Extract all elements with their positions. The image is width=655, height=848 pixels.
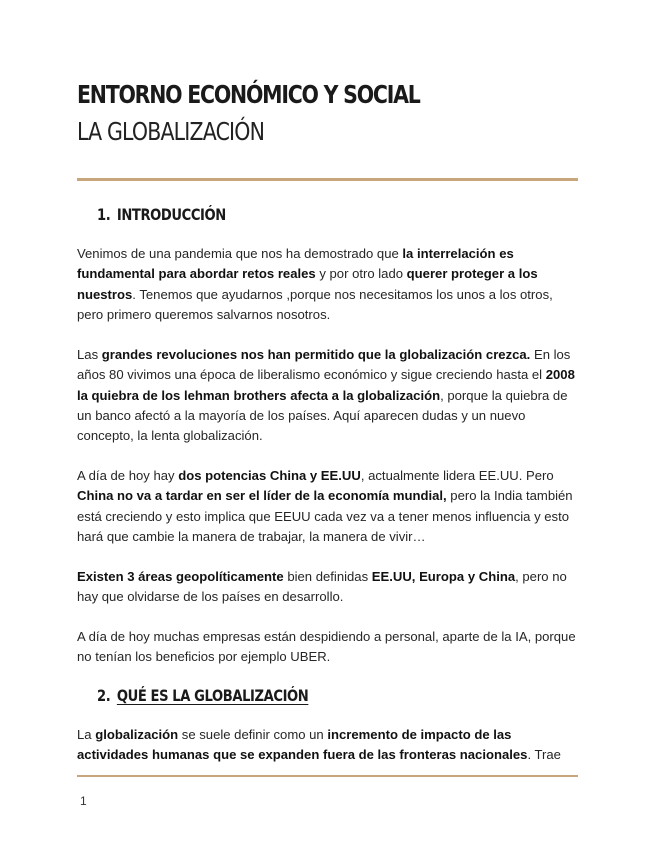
page-number: 1 (80, 794, 87, 808)
text-run: , porque la quiebra de un banco afectó a la mayoría de los países. Aquí aparecen dudas y un nuevo concepto, la lenta globalización. (77, 387, 568, 444)
bold-text-run: dos potencias China y EE.UU (178, 468, 361, 483)
text-run: La (77, 727, 96, 742)
section-heading-introduccion (97, 205, 226, 224)
section-heading-que-es-la-globalizacion (97, 686, 308, 705)
bold-text-run: China no va a tardar en ser el líder de la economía mundial, (77, 488, 447, 504)
bold-text-run: 2008 la quiebra de los lehman brothers afecta a la globalización (77, 367, 575, 403)
section-title: QUÉ ES LA GLOBALIZACIÓN (116, 686, 309, 705)
text-run: se suele definir como un (178, 727, 328, 742)
text-run: , actualmente lidera EE.UU. Pero (360, 468, 554, 483)
paragraph (77, 725, 582, 766)
bold-text-run: querer proteger a los nuestros (77, 266, 538, 302)
bold-text-run: globalización (95, 727, 179, 742)
paragraph (77, 627, 582, 668)
text-run: y por otro lado (315, 266, 407, 282)
bold-text-run: Existen 3 áreas geopolíticamente (77, 569, 284, 584)
bold-text-run: incremento de impacto de las actividades humanas que se expanden fuera de las fronteras nacionales (77, 727, 528, 763)
bold-text-run: EE.UU, Europa y China (371, 569, 516, 584)
text-run: pero la India también está creciendo y esto implica que EEUU cada vez va a tener menos influencia y esto hará que cambie la manera de trabajar, la manera de vivir… (77, 488, 573, 544)
text-run: Las (77, 347, 102, 362)
paragraph (77, 567, 582, 608)
document-title: ENTORNO ECONÓMICO Y SOCIAL (77, 80, 420, 109)
section-number: 2. (97, 686, 111, 705)
text-run: bien definidas (283, 569, 372, 584)
text-run: A día de hoy hay (77, 468, 179, 483)
paragraph (77, 244, 582, 325)
section-number: 1. (97, 205, 111, 224)
paragraph (77, 466, 582, 547)
document-subtitle: LA GLOBALIZACIÓN (77, 117, 265, 146)
section-title: INTRODUCCIÓN (116, 205, 226, 224)
text-run: Venimos de una pandemia que nos ha demostrado que (77, 246, 403, 261)
text-run: . Tenemos que ayudarnos ,porque nos necesitamos los unos a los otros, pero primero queremos salvarnos nosotros. (77, 286, 553, 322)
header-divider (77, 178, 578, 181)
text-run: En los años 80 vivimos una época de liberalismo económico y sigue creciendo hasta el (77, 347, 571, 383)
bold-text-run: la interrelación es fundamental para abordar retos reales (77, 246, 514, 282)
text-run: . Trae (527, 747, 561, 763)
paragraph (77, 345, 582, 446)
footer-divider (77, 775, 578, 777)
text-run: , pero no hay que olvidarse de los países en desarrollo. (77, 569, 567, 605)
text-run: A día de hoy muchas empresas están despidiendo a personal, aparte de la IA, porque no tenían los beneficios por ejemplo UBER. (77, 629, 576, 665)
bold-text-run: grandes revoluciones nos han permitido que la globalización crezca. (101, 347, 531, 362)
